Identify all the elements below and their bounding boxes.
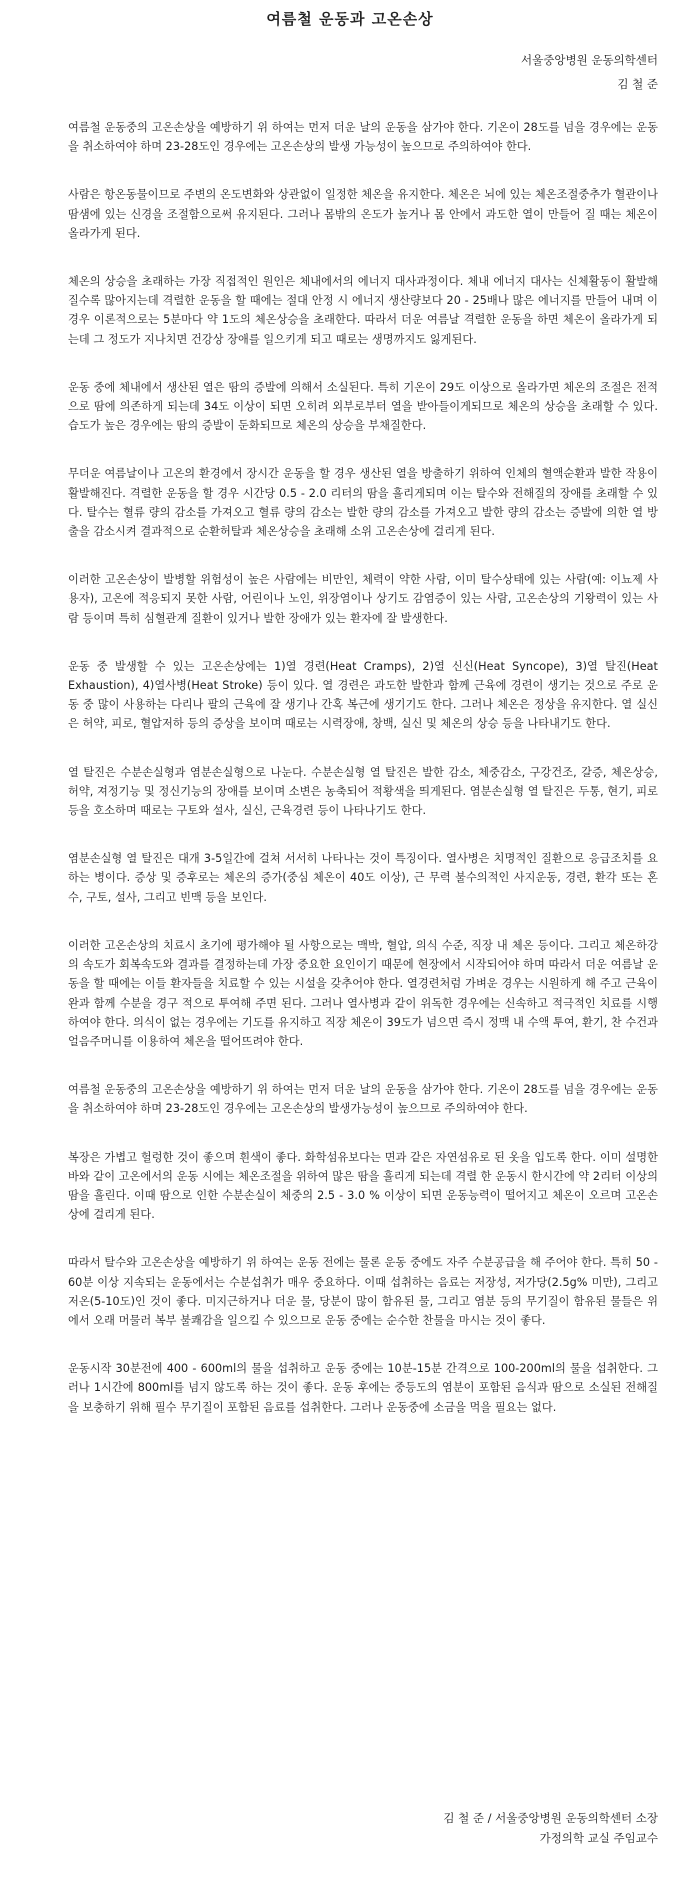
paragraph: 이러한 고온손상의 치료시 초기에 평가해야 될 사항으로는 맥박, 혈압, 의식 수준, 직장 내 체온 등이다. 그리고 체온하강의 속도가 회복속도와 결과를 결정하는데 가장 중요한 요인이기 때문에 현장에서 시작되어야 하며 따라서 더운 여름날 운동을 할 때에는 이들 환자들을 치료할 수 있는 시설을 갖추어야 한다. 열경련처럼 가벼운 경우는 시원하게 해 주고 근육이완과 함께 수분을 경구 적으로 투여해 주면 된다. 그러나 열사병과 같이 위독한 경우에는 신속하고 적극적인 치료를 시행하여야 한다. 의식이 없는 경우에는 기도를 유지하고 직장 체온이 39도가 넘으면 즉시 정맥 내 수액 투여, 환기, 찬 수건과 얼음주머니를 이용하여 체온을 떨어뜨려야 한다. (68, 938, 658, 1048)
author-footer (443, 1808, 658, 1848)
byline (521, 48, 658, 96)
paragraph: 운동시작 30분전에 400 - 600ml의 물을 섭취하고 운동 중에는 10분-15분 간격으로 100-200ml의 물을 섭취한다. 그러나 1시간에 800ml를 넘지 않도록 하는 것이 좋다. 운동 후에는 중등도의 염분이 포함된 음식과 땀으로 소실된 전해질을 보충하기 위해 필수 무기질이 포함된 음료를 섭취한다. 그러나 운동중에 소금을 먹을 필요는 없다. (68, 1362, 658, 1414)
paragraph: 무더운 여름날이나 고온의 환경에서 장시간 운동을 할 경우 생산된 열을 방출하기 위하여 인체의 혈액순환과 발한 작용이 활발해진다. 격렬한 운동을 할 경우 시간당 0.5 - 2.0 리터의 땀을 흘리게되며 이는 탈수와 전해질의 장애를 초래할 수 있다. 탈수는 혈류 량의 감소를 가져오고 혈류 량의 감소는 발한 량의 감소를 가져오고 발한 량의 감소는 증발에 의한 열 방출을 감소시켜 결과적으로 순환허탈과 체온상승을 초래해 소위 고온손상에 걸리게 된다. (68, 467, 658, 539)
paragraph: 따라서 탈수와 고온손상을 예방하기 위 하여는 운동 전에는 물론 운동 중에도 자주 수분공급을 해 주어야 한다. 특히 50 - 60분 이상 지속되는 운동에서는 수분섭취가 매우 중요하다. 이때 섭취하는 음료는 저장성, 저가당(2.5g% 미만), 그리고 저온(5-10도)인 것이 좋다. 미지근하거나 더운 물, 당분이 많이 함유된 물, 그리고 염분 등의 무기질이 함유된 물들은 위에서 오래 머물러 복부 불쾌감을 일으킬 수 있으므로 운동 중에는 순수한 찬물을 마시는 것이 좋다. (68, 1256, 658, 1327)
paragraph: 체온의 상승을 초래하는 가장 직접적인 원인은 체내에서의 에너지 대사과정이다. 체내 에너지 대사는 신체활동이 활발해 질수록 많아지는데 격렬한 운동을 할 때에는 절대 안정 시 에너지 생산량보다 20 - 25배나 많은 에너지를 만들어 내며 이 경우 이론적으로는 5분마다 약 1도의 체온상승을 초래한다. 따라서 더운 여름날 격렬한 운동을 하면 체온이 올라가게 되는데 그 정도가 지나치면 건강상 장애를 일으키게 되고 때로는 생명까지도 잃게된다. (68, 275, 658, 346)
paragraph: 열 탈진은 수분손실형과 염분손실형으로 나눈다. 수분손실형 열 탈진은 발한 감소, 체중감소, 구강건조, 갈증, 체온상승, 허약, 져정기능 및 정신기능의 장애를 보이며 소변은 농축되어 적황색을 띄게된다. 염분손실형 열 탈진은 두통, 현기, 피로 등을 호소하며 때로는 구토와 설사, 실신, 근육경련 등이 나타나기도 한다. (68, 765, 658, 818)
byline-author: 김 철 준 (617, 77, 658, 91)
paragraph: 사람은 항온동물이므로 주변의 온도변화와 상관없이 일정한 체온을 유지한다. 체온은 뇌에 있는 체온조절중추가 혈관이나 땀샘에 있는 신경을 조절함으로써 유지된다. 그러나 몸밖의 온도가 높거나 몸 안에서 과도한 열이 만들어 질 때는 체온이 올라가게 된다. (68, 188, 658, 240)
footer-title-line: 가정의학 교실 주임교수 (539, 1831, 658, 1845)
paragraph: 여름철 운동중의 고온손상을 예방하기 위 하여는 먼저 더운 날의 운동을 삼가야 한다. 기온이 28도를 넘을 경우에는 운동을 취소하여야 하며 23-28도인 경우에는 고온손상의 발생가능성이 높으므로 주의하여야 한다. (68, 1083, 658, 1116)
paragraph: 여름철 운동중의 고온손상을 예방하기 위 하여는 먼저 더운 날의 운동을 삼가야 한다. 기온이 28도를 넘을 경우에는 운동을 취소하여야 하며 23-28도인 경우에는 고온손상의 발생 가능성이 높으므로 주의하여야 한다. (68, 121, 658, 154)
footer-author-line: 김 철 준 / 서울중앙병원 운동의학센터 소장 (443, 1811, 658, 1825)
article-body (68, 118, 658, 1446)
paragraph: 이러한 고온손상이 발병할 위험성이 높은 사람에는 비만인, 체력이 약한 사람, 이미 탈수상태에 있는 사람(예: 이뇨제 사용자), 고온에 적응되지 못한 사람, 어린이나 노인, 위장염이나 상기도 감염증이 있는 사람, 고온손상의 기왕력이 있는 사람 등이며 특히 심혈관계 질환이 있거나 발한 장애가 있는 환자에 잘 발생한다. (68, 573, 658, 625)
paragraph: 염분손실형 열 탈진은 대개 3-5일간에 걸쳐 서서히 나타나는 것이 특징이다. 열사병은 치명적인 질환으로 응급조치를 요하는 병이다. 증상 및 증후로는 체온의 증가(중심 체온이 40도 이상), 근 무력 불수의적인 사지운동, 경련, 환각 또는 혼수, 구토, 설사, 그리고 빈맥 등을 보인다. (68, 852, 658, 904)
byline-organization: 서울중앙병원 운동의학센터 (521, 53, 658, 67)
document-title: 여름철 운동과 고온손상 (266, 10, 434, 28)
paragraph: 운동 중 발생할 수 있는 고온손상에는 1)열 경련(Heat Cramps), 2)열 신신(Heat Syncope), 3)열 탈진(Heat Exhaustion), 4)열사병(Heat Stroke) 등이 있다. 열 경련은 과도한 발한과 함께 근육에 경련이 생기는 것으로 주로 운동 중 많이 사용하는 다리나 팔의 근육에 잘 생기나 간혹 복근에 생기기도 한다. 그러나 체온은 정상을 유지한다. 열 실신은 허약, 피로, 혈압저하 등의 증상을 보이며 때로는 시력장애, 창백, 실신 및 체온의 상승 등을 나타내기도 한다. (68, 659, 658, 731)
paragraph: 복장은 가볍고 헐렁한 것이 좋으며 흰색이 좋다. 화학섬유보다는 면과 같은 자연섬유로 된 옷을 입도록 한다. 이미 설명한 바와 같이 고온에서의 운동 시에는 체온조절을 위하여 많은 땀을 흘리게 되는데 격렬 한 운동시 한시간에 약 2리터 이상의 땀을 흘린다. 이때 땀으로 인한 수분손실이 체중의 2.5 - 3.0 % 이상이 되면 운동능력이 떨어지고 체온이 오르며 고온손상에 걸리게 된다. (68, 1150, 658, 1222)
paragraph: 운동 중에 체내에서 생산된 열은 땀의 증발에 의해서 소실된다. 특히 기온이 29도 이상으로 올라가면 체온의 조절은 전적으로 땀에 의존하게 되는데 34도 이상이 되면 오히려 외부로부터 열을 받아들이게되므로 체온의 상승을 초래할 수 있다. 습도가 높은 경우에는 땀의 증발이 둔화되므로 체온의 상승을 부채질한다. (68, 380, 658, 433)
